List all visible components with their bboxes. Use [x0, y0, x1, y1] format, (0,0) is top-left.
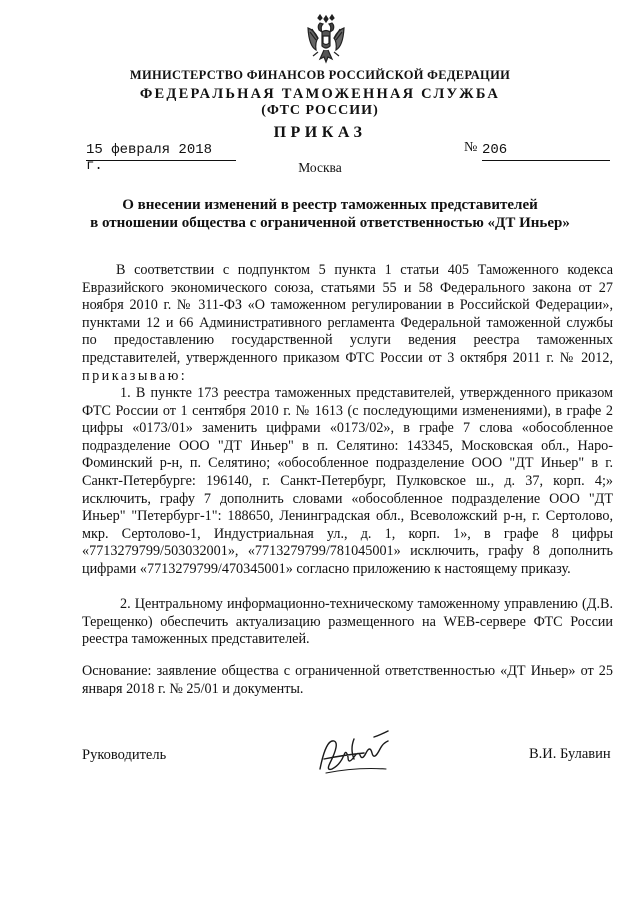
clause-2-paragraph: 2. Центральному информационно-техническому таможенному управлению (Д.В. Терещенко) обеспечить актуализацию размещенного на WEB-сервере ФТС России реестра таможенных представителей. — [82, 596, 613, 648]
preamble-paragraph — [82, 262, 613, 385]
city: Москва — [298, 160, 342, 175]
document-title-line-2: в отношении общества с ограниченной ответственностью «ДТ Иньер» — [90, 215, 570, 231]
basis-paragraph: Основание: заявление общества с ограниченной ответственностью «ДТ Иньер» от 25 января 2018 г. № 25/01 и документы. — [82, 663, 613, 697]
order-keyword: приказываю: — [82, 367, 188, 384]
order-date: 15 февраля 2018 г. — [86, 142, 236, 161]
document-type: ПРИКАЗ — [273, 124, 367, 141]
order-number: 206 — [482, 142, 610, 161]
document-title-line-1: О внесении изменений в реестр таможенных представителей — [122, 197, 538, 213]
service-short-name: (ФТС РОССИИ) — [261, 103, 379, 118]
coat-of-arms-icon — [304, 14, 348, 66]
order-number-label: № — [464, 140, 478, 155]
preamble-text: В соответствии с подпунктом 5 пункта 1 статьи 405 Таможенного кодекса Евразийского экономического союза, статьями 55 и 58 Федерального закона от 27 ноября 2010 г. № 311-ФЗ «О таможенном регулировании в Российской Федерации», пунктами 12 и 66 Административного регламента Федеральной таможенной службы по предоставлению государственной услуги ведения реестра таможенных представителей, утвержденного приказом ФТС России от 3 октября 2011 г. № 2012, — [82, 262, 613, 366]
clause-1-paragraph: 1. В пункте 173 реестра таможенных представителей, утвержденного приказом ФТС России от 1 сентября 2010 г. № 1613 (с последующими изменениями), в графе 2 цифры «0173/01» заменить цифрами «0173/02», в графе 7 слова «обособленное подразделение ООО "ДТ Иньер" в п. Селятино: 143345, Московская обл., Наро-Фоминский р-н, п. Селятино; «обособленное подразделение ООО "ДТ Иньер" в г. Санкт-Петербурге: 196140, г. Санкт-Петербург, Пулковское ш., д. 37, корп. 4;» исключить, графу 7 дополнить словами «обособленное подразделение ООО "ДТ Иньер" "Петербург-1": 188650, Ленинградская обл., Всеволожский р-н, г. Сертолово, мкр. Сертолово-1, Индустриальная ул., д. 1, корп. 1», в графе 8 цифры «7713279799/503032001», «7713279799/781045001» исключить, графу 8 дополнить цифрами «7713279799/470345001» согласно приложению к настоящему приказу. — [82, 385, 613, 577]
signatory-name: В.И. Булавин — [529, 746, 611, 762]
handwritten-signature — [314, 729, 400, 779]
signatory-role: Руководитель — [82, 747, 167, 763]
service-name: ФЕДЕРАЛЬНАЯ ТАМОЖЕННАЯ СЛУЖБА — [139, 86, 501, 102]
ministry-name: МИНИСТЕРСТВО ФИНАНСОВ РОССИЙСКОЙ ФЕДЕРАЦИИ — [129, 68, 511, 82]
